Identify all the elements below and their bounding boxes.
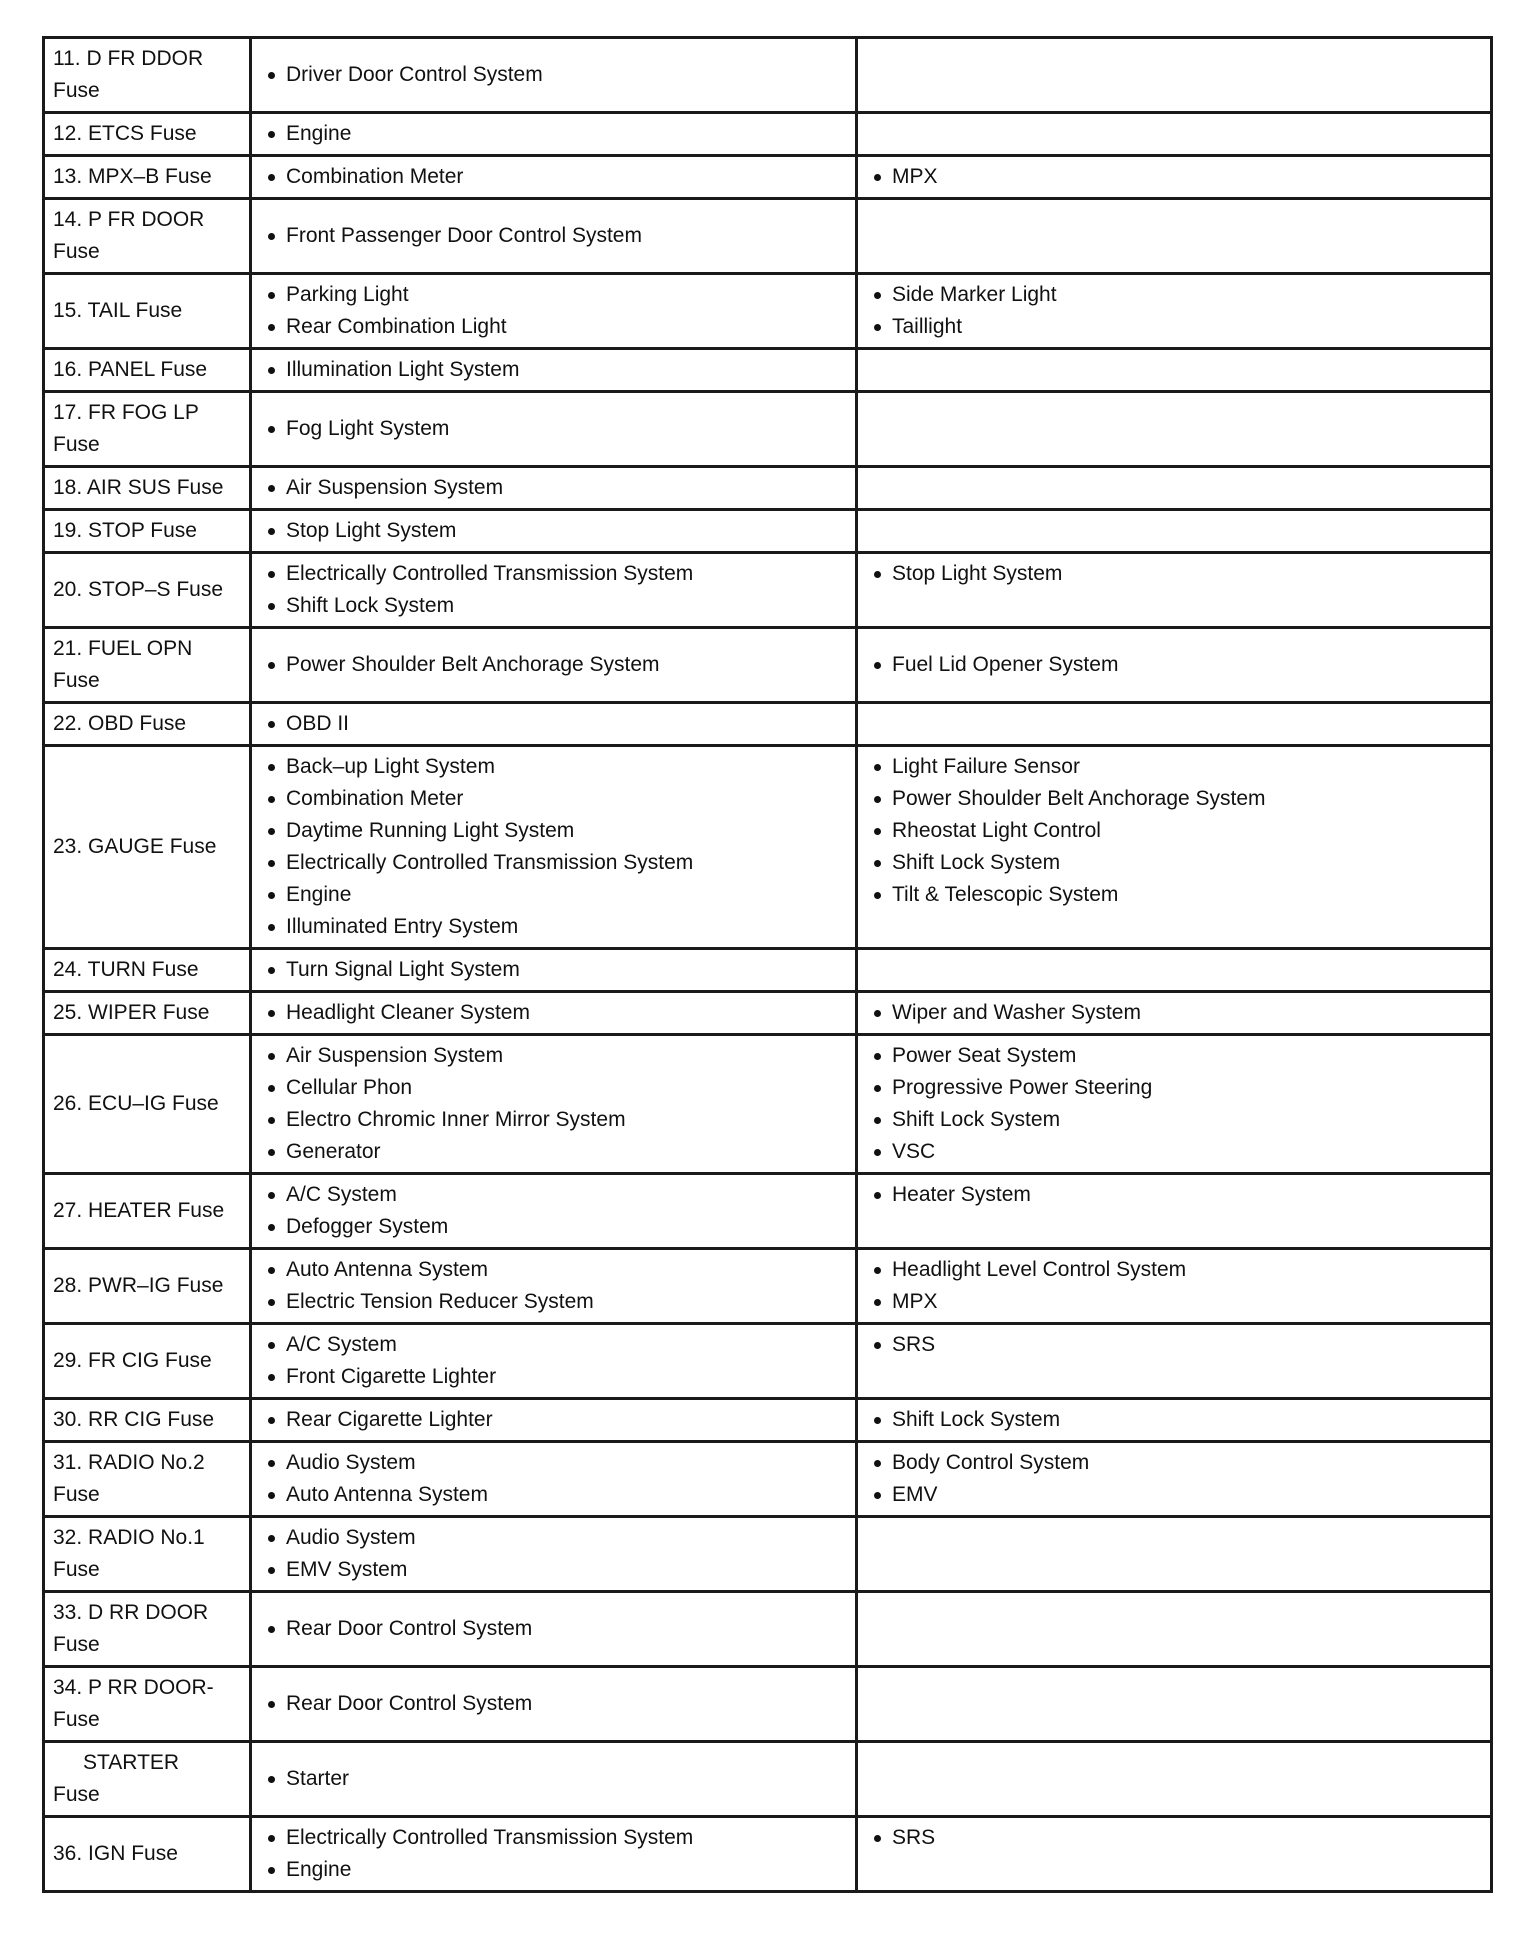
- fuse-name-line: 27. HEATER Fuse: [53, 1199, 225, 1222]
- circuit-list-cell: [251, 1324, 857, 1399]
- fuse-name-line: 13. MPX–B Fuse: [53, 165, 212, 188]
- circuit-list-cell: [857, 349, 1492, 392]
- fuse-name-cell: [44, 992, 251, 1035]
- fuse-name-cell: [44, 274, 251, 349]
- circuit-list-cell: [857, 392, 1492, 467]
- circuit-list-cell: [251, 1399, 857, 1442]
- circuit-list: [262, 515, 845, 547]
- fuse-name-line: 17. FR FOG LP: [53, 401, 199, 424]
- fuse-name-cell: [44, 746, 251, 949]
- fuse-name-line: Fuse: [53, 1558, 100, 1581]
- circuit-list: [262, 1688, 845, 1720]
- circuit-list: [262, 1522, 845, 1586]
- list-item: EMV: [868, 1479, 1480, 1511]
- circuit-list-cell: [251, 1035, 857, 1174]
- fuse-name-cell: [44, 510, 251, 553]
- fuse-name-cell: [44, 467, 251, 510]
- circuit-list: [262, 708, 845, 740]
- table-row: [44, 628, 1492, 703]
- fuse-name-line: 16. PANEL Fuse: [53, 358, 208, 381]
- list-item: A/C System: [262, 1329, 845, 1361]
- fuse-name-cell: [44, 113, 251, 156]
- circuit-list-cell: [857, 1324, 1492, 1399]
- fuse-name-cell: [44, 156, 251, 199]
- fuse-name-line: 36. IGN Fuse: [53, 1842, 178, 1865]
- circuit-list: [262, 1447, 845, 1511]
- table-row: [44, 1399, 1492, 1442]
- list-item: Illuminated Entry System: [262, 911, 845, 943]
- fuse-name-cell: [44, 349, 251, 392]
- list-item: Stop Light System: [262, 515, 845, 547]
- circuit-list-cell: [251, 392, 857, 467]
- circuit-list-cell: [251, 113, 857, 156]
- list-item: Shift Lock System: [262, 590, 845, 622]
- fuse-name-line: 14. P FR DOOR: [53, 208, 205, 231]
- fuse-name-line: Fuse: [53, 1783, 100, 1806]
- list-item: Air Suspension System: [262, 472, 845, 504]
- table-row: [44, 349, 1492, 392]
- circuit-list: [868, 279, 1480, 343]
- list-item: Rear Door Control System: [262, 1688, 845, 1720]
- list-item: Audio System: [262, 1447, 845, 1479]
- fuse-name-line: 34. P RR DOOR-: [53, 1676, 214, 1699]
- table-row: [44, 1517, 1492, 1592]
- circuit-list-cell: [857, 510, 1492, 553]
- circuit-list-cell: [857, 703, 1492, 746]
- list-item: Engine: [262, 118, 845, 150]
- list-item: Rear Combination Light: [262, 311, 845, 343]
- table-row: [44, 949, 1492, 992]
- list-item: Electrically Controlled Transmission System: [262, 1822, 845, 1854]
- fuse-name-line: 21. FUEL OPN: [53, 637, 193, 660]
- circuit-list: [262, 161, 845, 193]
- circuit-list-cell: [857, 274, 1492, 349]
- table-row: [44, 392, 1492, 467]
- circuit-list: [262, 279, 845, 343]
- fuse-name-line: 30. RR CIG Fuse: [53, 1408, 215, 1431]
- fuse-name-cell: [44, 1442, 251, 1517]
- fuse-name-line: STARTER: [83, 1751, 180, 1774]
- list-item: Engine: [262, 879, 845, 911]
- list-item: Shift Lock System: [868, 847, 1480, 879]
- circuit-list-cell: [251, 1592, 857, 1667]
- circuit-list-cell: [857, 1399, 1492, 1442]
- circuit-list: [868, 1447, 1480, 1511]
- fuse-name-line: 15. TAIL Fuse: [53, 299, 183, 322]
- list-item: OBD II: [262, 708, 845, 740]
- fuse-name-line: 28. PWR–IG Fuse: [53, 1274, 224, 1297]
- circuit-list-cell: [251, 1742, 857, 1817]
- circuit-list-cell: [251, 1442, 857, 1517]
- circuit-list-cell: [857, 992, 1492, 1035]
- list-item: MPX: [868, 1286, 1480, 1318]
- list-item: Light Failure Sensor: [868, 751, 1480, 783]
- fuse-name-cell: [44, 199, 251, 274]
- fuse-name-line: 11. D FR DDOR: [53, 47, 204, 70]
- circuit-list-cell: [857, 1667, 1492, 1742]
- circuit-list-cell: [857, 1442, 1492, 1517]
- fuse-name-line: 23. GAUGE Fuse: [53, 835, 217, 858]
- circuit-list-cell: [251, 274, 857, 349]
- list-item: Stop Light System: [868, 558, 1480, 590]
- circuit-list-cell: [251, 1174, 857, 1249]
- circuit-list: [262, 1763, 845, 1795]
- table-row: [44, 703, 1492, 746]
- circuit-list-cell: [251, 510, 857, 553]
- list-item: Front Passenger Door Control System: [262, 220, 845, 252]
- circuit-list-cell: [857, 1742, 1492, 1817]
- list-item: Headlight Cleaner System: [262, 997, 845, 1029]
- circuit-list-cell: [857, 156, 1492, 199]
- fuse-name-line: 25. WIPER Fuse: [53, 1001, 210, 1024]
- fuse-name-line: 18. AIR SUS Fuse: [53, 476, 224, 499]
- circuit-list-cell: [251, 1249, 857, 1324]
- list-item: Driver Door Control System: [262, 59, 845, 91]
- table-row: [44, 113, 1492, 156]
- list-item: MPX: [868, 161, 1480, 193]
- fuse-name-line: 33. D RR DOOR: [53, 1601, 209, 1624]
- list-item: Shift Lock System: [868, 1104, 1480, 1136]
- circuit-list: [868, 649, 1480, 681]
- circuit-list-cell: [251, 38, 857, 113]
- fuse-table: [42, 36, 1493, 1893]
- list-item: Electro Chromic Inner Mirror System: [262, 1104, 845, 1136]
- circuit-list-cell: [251, 553, 857, 628]
- fuse-name-line: 24. TURN Fuse: [53, 958, 199, 981]
- list-item: Auto Antenna System: [262, 1479, 845, 1511]
- table-row: [44, 199, 1492, 274]
- list-item: Power Shoulder Belt Anchorage System: [262, 649, 845, 681]
- table-row: [44, 1817, 1492, 1892]
- circuit-list-cell: [857, 38, 1492, 113]
- table-row: [44, 1324, 1492, 1399]
- list-item: Progressive Power Steering: [868, 1072, 1480, 1104]
- circuit-list: [868, 1254, 1480, 1318]
- list-item: SRS: [868, 1822, 1480, 1854]
- circuit-list-cell: [251, 199, 857, 274]
- circuit-list-cell: [857, 199, 1492, 274]
- fuse-name-line: Fuse: [53, 240, 100, 263]
- fuse-name-cell: [44, 1517, 251, 1592]
- fuse-name-line: 19. STOP Fuse: [53, 519, 197, 542]
- list-item: Illumination Light System: [262, 354, 845, 386]
- list-item: Shift Lock System: [868, 1404, 1480, 1436]
- circuit-list: [262, 954, 845, 986]
- list-item: Tilt & Telescopic System: [868, 879, 1480, 911]
- circuit-list-cell: [857, 1592, 1492, 1667]
- circuit-list-cell: [251, 1517, 857, 1592]
- circuit-list-cell: [251, 1667, 857, 1742]
- circuit-list-cell: [857, 553, 1492, 628]
- fuse-name-cell: [44, 1817, 251, 1892]
- table-row: [44, 38, 1492, 113]
- fuse-name-line: Fuse: [53, 1708, 100, 1731]
- circuit-list: [262, 472, 845, 504]
- fuse-name-cell: [44, 1667, 251, 1742]
- table-row: [44, 274, 1492, 349]
- list-item: Fuel Lid Opener System: [868, 649, 1480, 681]
- fuse-name-line: 32. RADIO No.1: [53, 1526, 205, 1549]
- circuit-list-cell: [251, 992, 857, 1035]
- list-item: Electric Tension Reducer System: [262, 1286, 845, 1318]
- circuit-list-cell: [857, 113, 1492, 156]
- circuit-list: [262, 354, 845, 386]
- fuse-name-cell: [44, 1324, 251, 1399]
- fuse-name-cell: [44, 1399, 251, 1442]
- circuit-list: [868, 1179, 1480, 1211]
- circuit-list: [262, 1822, 845, 1886]
- circuit-list: [262, 59, 845, 91]
- list-item: Audio System: [262, 1522, 845, 1554]
- list-item: SRS: [868, 1329, 1480, 1361]
- list-item: Electrically Controlled Transmission System: [262, 558, 845, 590]
- list-item: Back–up Light System: [262, 751, 845, 783]
- circuit-list-cell: [251, 746, 857, 949]
- table-row: [44, 510, 1492, 553]
- list-item: Combination Meter: [262, 783, 845, 815]
- fuse-name-line: Fuse: [53, 669, 100, 692]
- circuit-list: [262, 1404, 845, 1436]
- circuit-list: [262, 413, 845, 445]
- list-item: Rear Door Control System: [262, 1613, 845, 1645]
- circuit-list-cell: [251, 628, 857, 703]
- circuit-list-cell: [251, 156, 857, 199]
- fuse-name-cell: [44, 949, 251, 992]
- list-item: Wiper and Washer System: [868, 997, 1480, 1029]
- circuit-list: [868, 1329, 1480, 1361]
- list-item: Parking Light: [262, 279, 845, 311]
- circuit-list-cell: [251, 703, 857, 746]
- circuit-list: [868, 558, 1480, 590]
- circuit-list: [868, 1822, 1480, 1854]
- fuse-name-line: Fuse: [53, 433, 100, 456]
- table-row: [44, 746, 1492, 949]
- circuit-list: [262, 1179, 845, 1243]
- list-item: A/C System: [262, 1179, 845, 1211]
- circuit-list-cell: [251, 349, 857, 392]
- fuse-name-cell: [44, 1742, 251, 1817]
- fuse-name-cell: [44, 38, 251, 113]
- circuit-list-cell: [251, 949, 857, 992]
- table-row: [44, 467, 1492, 510]
- list-item: Power Shoulder Belt Anchorage System: [868, 783, 1480, 815]
- fuse-name-cell: [44, 703, 251, 746]
- list-item: Fog Light System: [262, 413, 845, 445]
- fuse-name-cell: [44, 553, 251, 628]
- circuit-list: [868, 1040, 1480, 1168]
- circuit-list: [262, 220, 845, 252]
- fuse-name-line: Fuse: [53, 79, 100, 102]
- fuse-name-cell: [44, 1174, 251, 1249]
- fuse-name-line: 31. RADIO No.2: [53, 1451, 205, 1474]
- table-row: [44, 1035, 1492, 1174]
- fuse-table-body: [44, 38, 1492, 1892]
- list-item: Headlight Level Control System: [868, 1254, 1480, 1286]
- circuit-list-cell: [857, 1174, 1492, 1249]
- list-item: Electrically Controlled Transmission System: [262, 847, 845, 879]
- list-item: Rheostat Light Control: [868, 815, 1480, 847]
- list-item: Generator: [262, 1136, 845, 1168]
- table-row: [44, 1742, 1492, 1817]
- circuit-list: [868, 161, 1480, 193]
- circuit-list: [262, 1040, 845, 1168]
- fuse-name-line: 12. ETCS Fuse: [53, 122, 197, 145]
- fuse-name-line: 22. OBD Fuse: [53, 712, 187, 735]
- list-item: Turn Signal Light System: [262, 954, 845, 986]
- circuit-list: [262, 649, 845, 681]
- circuit-list-cell: [857, 1517, 1492, 1592]
- fuse-name-line: Fuse: [53, 1633, 100, 1656]
- list-item: Power Seat System: [868, 1040, 1480, 1072]
- table-row: [44, 1667, 1492, 1742]
- circuit-list: [868, 997, 1480, 1029]
- table-row: [44, 1249, 1492, 1324]
- fuse-name-line: 20. STOP–S Fuse: [53, 578, 224, 601]
- circuit-list: [262, 1613, 845, 1645]
- list-item: Taillight: [868, 311, 1480, 343]
- circuit-list-cell: [857, 628, 1492, 703]
- table-row: [44, 1174, 1492, 1249]
- fuse-name-line: 26. ECU–IG Fuse: [53, 1092, 219, 1115]
- circuit-list: [868, 751, 1480, 911]
- list-item: EMV System: [262, 1554, 845, 1586]
- circuit-list-cell: [857, 467, 1492, 510]
- circuit-list-cell: [857, 1035, 1492, 1174]
- list-item: Starter: [262, 1763, 845, 1795]
- table-row: [44, 992, 1492, 1035]
- fuse-name-cell: [44, 628, 251, 703]
- list-item: Auto Antenna System: [262, 1254, 845, 1286]
- circuit-list: [262, 558, 845, 622]
- fuse-name-line: Fuse: [53, 1483, 100, 1506]
- fuse-name-cell: [44, 392, 251, 467]
- list-item: VSC: [868, 1136, 1480, 1168]
- circuit-list-cell: [857, 1249, 1492, 1324]
- circuit-list: [868, 1404, 1480, 1436]
- list-item: Air Suspension System: [262, 1040, 845, 1072]
- list-item: Defogger System: [262, 1211, 845, 1243]
- list-item: Front Cigarette Lighter: [262, 1361, 845, 1393]
- table-row: [44, 1442, 1492, 1517]
- table-row: [44, 553, 1492, 628]
- fuse-name-line: 29. FR CIG Fuse: [53, 1349, 212, 1372]
- circuit-list-cell: [857, 746, 1492, 949]
- circuit-list-cell: [857, 1817, 1492, 1892]
- list-item: Engine: [262, 1854, 845, 1886]
- list-item: Body Control System: [868, 1447, 1480, 1479]
- circuit-list-cell: [251, 467, 857, 510]
- list-item: Rear Cigarette Lighter: [262, 1404, 845, 1436]
- circuit-list: [262, 118, 845, 150]
- fuse-name-cell: [44, 1592, 251, 1667]
- circuit-list: [262, 1329, 845, 1393]
- circuit-list: [262, 751, 845, 943]
- list-item: Heater System: [868, 1179, 1480, 1211]
- list-item: Combination Meter: [262, 161, 845, 193]
- circuit-list-cell: [857, 949, 1492, 992]
- circuit-list: [262, 1254, 845, 1318]
- list-item: Daytime Running Light System: [262, 815, 845, 847]
- circuit-list-cell: [251, 1817, 857, 1892]
- list-item: Side Marker Light: [868, 279, 1480, 311]
- table-row: [44, 156, 1492, 199]
- table-row: [44, 1592, 1492, 1667]
- fuse-name-cell: [44, 1035, 251, 1174]
- fuse-name-cell: [44, 1249, 251, 1324]
- list-item: Cellular Phon: [262, 1072, 845, 1104]
- circuit-list: [262, 997, 845, 1029]
